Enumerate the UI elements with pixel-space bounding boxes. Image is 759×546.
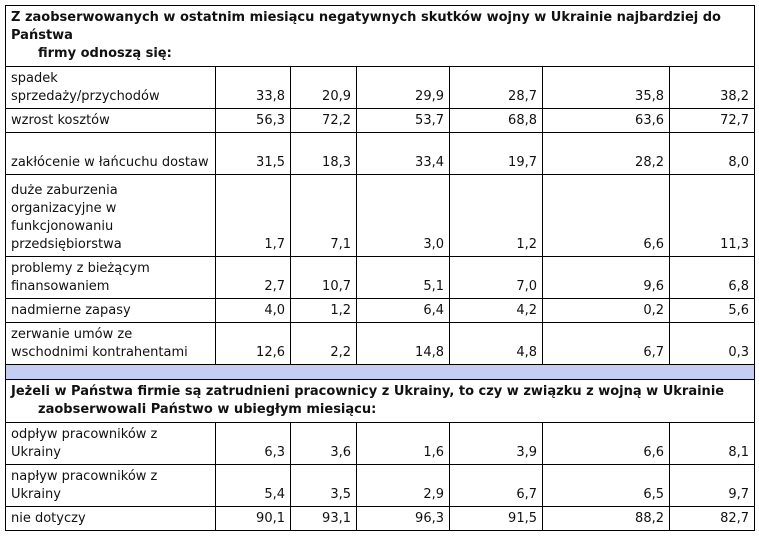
row-value: 9,7 (670, 465, 755, 507)
survey-table (5, 5, 755, 531)
row-value: 68,8 (450, 109, 543, 133)
row-value: 6,4 (357, 299, 450, 323)
section-separator (6, 365, 755, 380)
row-value: 11,3 (670, 175, 755, 257)
row-value: 33,4 (357, 133, 450, 175)
table-row (6, 323, 755, 365)
row-value: 5,6 (670, 299, 755, 323)
row-value: 53,7 (357, 109, 450, 133)
row-value: 63,6 (543, 109, 670, 133)
row-value: 96,3 (357, 507, 450, 531)
table-row (6, 423, 755, 465)
section2-title (6, 380, 755, 423)
row-value: 8,0 (670, 133, 755, 175)
row-value: 6,7 (543, 323, 670, 365)
row-value: 35,8 (543, 67, 670, 109)
row-value: 3,9 (450, 423, 543, 465)
row-value: 90,1 (216, 507, 291, 531)
row-value: 72,2 (291, 109, 357, 133)
section1-title-line2: firmy odnoszą się: (38, 46, 172, 61)
row-label: spadek sprzedaży/przychodów (6, 67, 216, 109)
table-row (6, 133, 755, 175)
row-value: 88,2 (543, 507, 670, 531)
row-value: 5,1 (357, 257, 450, 299)
row-value: 2,2 (291, 323, 357, 365)
section2-header (6, 380, 755, 423)
section2-title-line2: zaobserwowali Państwo w ubiegłym miesiącu: (38, 402, 377, 417)
row-value: 2,7 (216, 257, 291, 299)
row-value: 4,8 (450, 323, 543, 365)
row-value: 1,6 (357, 423, 450, 465)
row-value: 6,6 (543, 175, 670, 257)
row-value: 31,5 (216, 133, 291, 175)
row-value: 7,0 (450, 257, 543, 299)
section2-title-line1: Jeżeli w Państwa firmie są zatrudnieni pracownicy z Ukrainy, to czy w związku z wojną w Ukrainie (11, 384, 725, 399)
row-value: 72,7 (670, 109, 755, 133)
row-value: 29,9 (357, 67, 450, 109)
row-value: 1,7 (216, 175, 291, 257)
table-row (6, 257, 755, 299)
table-row (6, 299, 755, 323)
row-value: 4,2 (450, 299, 543, 323)
row-value: 6,5 (543, 465, 670, 507)
row-value: 56,3 (216, 109, 291, 133)
row-label: nadmierne zapasy (6, 299, 216, 323)
row-label: duże zaburzenia organizacyjne w funkcjonowaniu przedsiębiorstwa (6, 175, 216, 257)
row-value: 33,8 (216, 67, 291, 109)
row-value: 6,7 (450, 465, 543, 507)
section1-title-line1: Z zaobserwowanych w ostatnim miesiącu negatywnych skutków wojny w Ukrainie najbardziej do Państwa (11, 10, 721, 43)
row-value: 10,7 (291, 257, 357, 299)
row-value: 18,3 (291, 133, 357, 175)
row-value: 28,7 (450, 67, 543, 109)
row-value: 2,9 (357, 465, 450, 507)
section1-title (6, 6, 755, 67)
row-value: 19,7 (450, 133, 543, 175)
row-label: zakłócenie w łańcuchu dostaw (6, 133, 216, 175)
row-label: wzrost kosztów (6, 109, 216, 133)
row-value: 1,2 (291, 299, 357, 323)
row-value: 0,2 (543, 299, 670, 323)
table-row (6, 507, 755, 531)
row-value: 3,0 (357, 175, 450, 257)
row-value: 1,2 (450, 175, 543, 257)
row-value: 82,7 (670, 507, 755, 531)
table-row (6, 109, 755, 133)
row-value: 6,6 (543, 423, 670, 465)
row-value: 38,2 (670, 67, 755, 109)
table-row (6, 175, 755, 257)
row-value: 3,6 (291, 423, 357, 465)
row-value: 0,3 (670, 323, 755, 365)
row-label: nie dotyczy (6, 507, 216, 531)
row-value: 7,1 (291, 175, 357, 257)
section1-header (6, 6, 755, 67)
row-value: 9,6 (543, 257, 670, 299)
separator-cell (6, 365, 755, 380)
row-value: 3,5 (291, 465, 357, 507)
row-value: 28,2 (543, 133, 670, 175)
row-value: 6,8 (670, 257, 755, 299)
row-value: 93,1 (291, 507, 357, 531)
row-label: napływ pracowników z Ukrainy (6, 465, 216, 507)
row-label: zerwanie umów ze wschodnimi kontrahentami (6, 323, 216, 365)
row-label: odpływ pracowników z Ukrainy (6, 423, 216, 465)
table-row (6, 465, 755, 507)
row-value: 8,1 (670, 423, 755, 465)
row-label: problemy z bieżącym finansowaniem (6, 257, 216, 299)
row-value: 4,0 (216, 299, 291, 323)
row-value: 6,3 (216, 423, 291, 465)
row-value: 91,5 (450, 507, 543, 531)
table-row (6, 67, 755, 109)
row-value: 14,8 (357, 323, 450, 365)
row-value: 20,9 (291, 67, 357, 109)
row-value: 12,6 (216, 323, 291, 365)
row-value: 5,4 (216, 465, 291, 507)
